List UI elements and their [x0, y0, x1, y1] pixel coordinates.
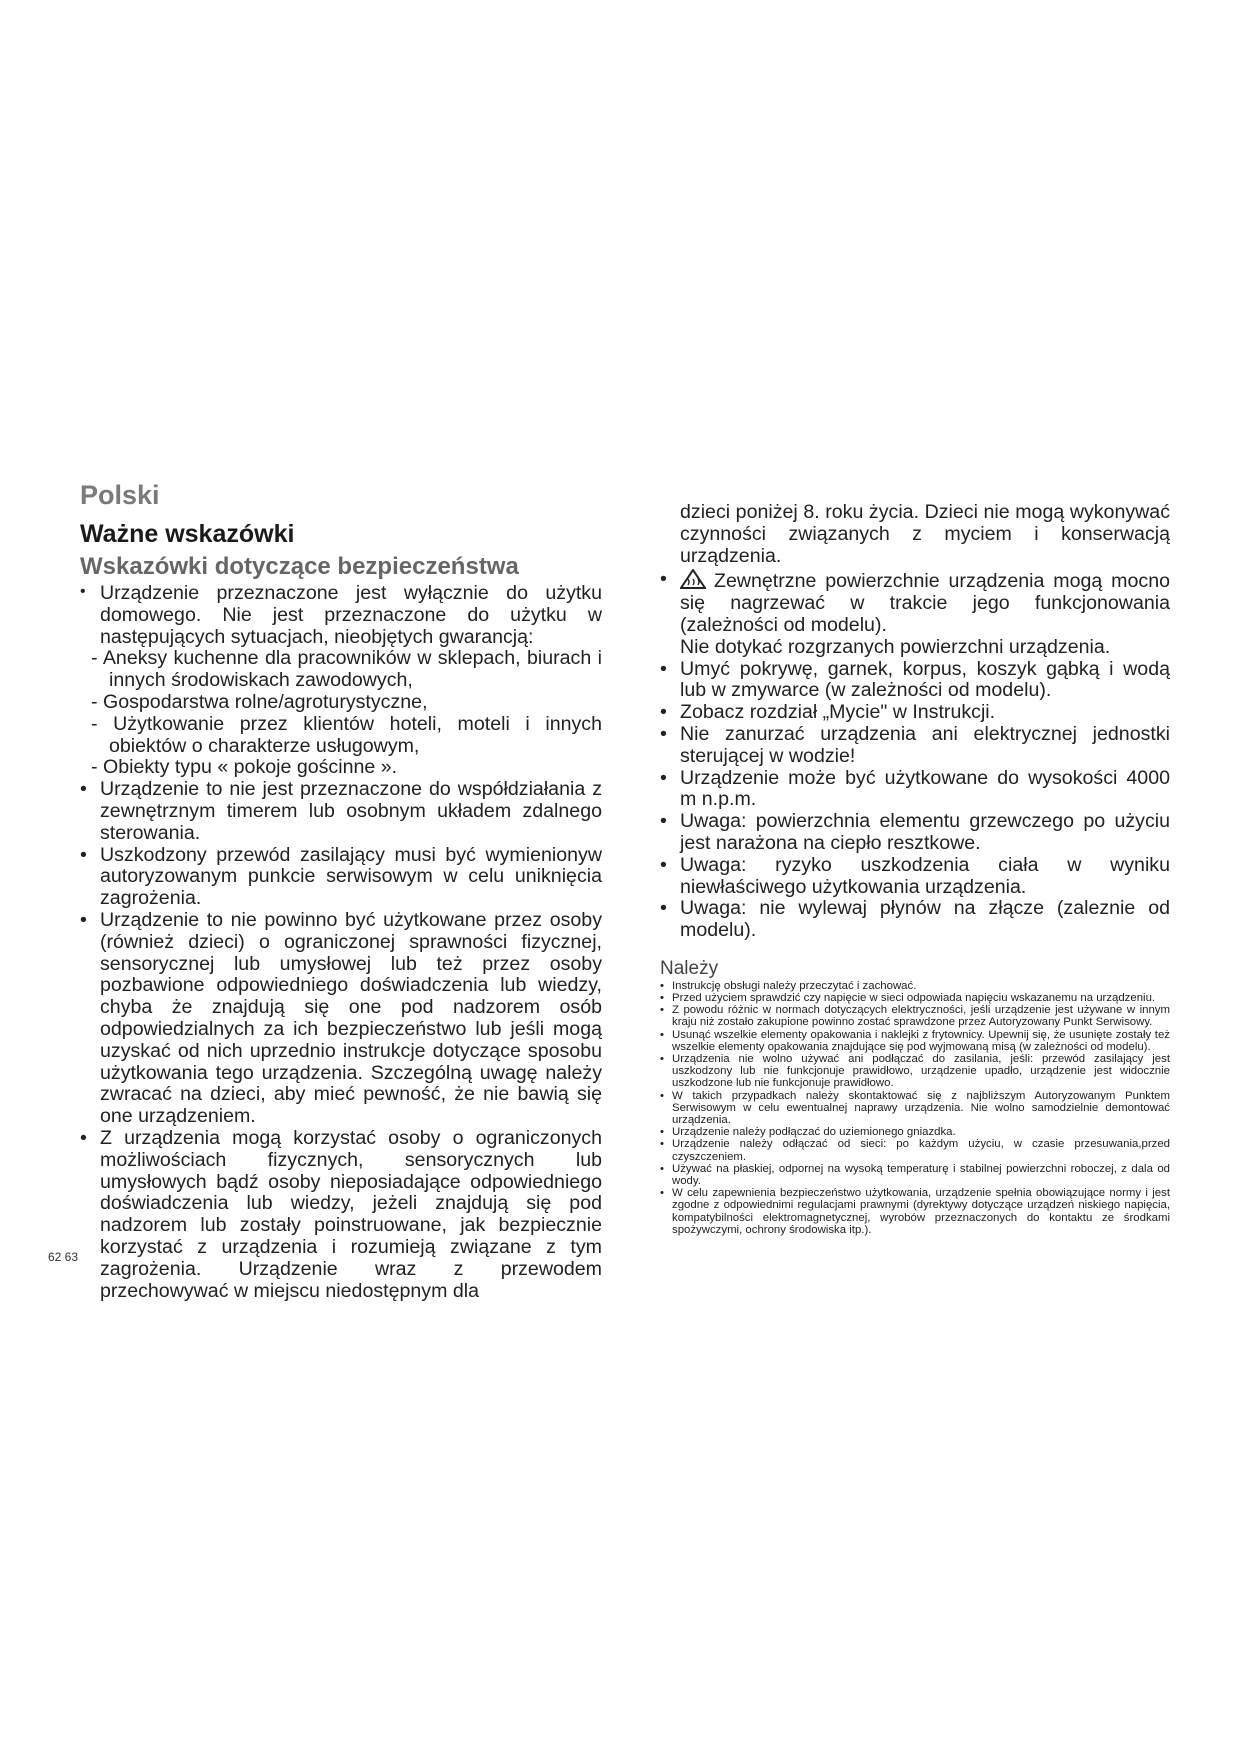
bullet: •: [80, 778, 87, 801]
nalezy-item: [660, 1187, 1170, 1236]
safety-item: [80, 779, 602, 844]
safety-item-text: Z urządzenia mogą korzystać osoby o ograniczonych możliwościach fizycznych, sensorycznych lub umysłowych bądź osoby nieposiadające odpowiedniego doświadczenia lub wiedzy, jeżeli znajdują się pod nadzorem lub zostały poinstruowane, jak bezpiecznie korzystać z urządzenia i rozumieją związane z tym zagrożenia. Urządzenie wraz z przewodem przechowywać w miejscu niedostępnym dla: [100, 1126, 602, 1302]
nalezy-item: [660, 1053, 1170, 1090]
nalezy-item: [660, 1163, 1170, 1187]
bullet: •: [660, 1126, 664, 1139]
bullet: •: [660, 1089, 664, 1102]
hot-surface-warning-icon: [680, 569, 706, 589]
bullet: •: [660, 1028, 664, 1041]
bullet: •: [660, 766, 667, 789]
safety-item-text: Zewnętrzne powierzchnie urządzenia mogą mocno się nagrzewać w trakcie jego funkcjonowania (zależności od modelu).: [680, 570, 1170, 636]
page-title: Ważne wskazówki: [80, 520, 295, 548]
safety-item-text: Uwaga: nie wylewaj płynów na złącze (zaleznie od modelu).: [680, 897, 1170, 942]
bullet: •: [660, 568, 667, 591]
safety-item: [80, 1128, 602, 1302]
exclusion-item: - Obiekty typu « pokoje gościnne ».: [91, 756, 398, 779]
bullet: •: [80, 1126, 87, 1149]
exclusion-list: [80, 648, 602, 779]
bullet: •: [660, 1052, 664, 1065]
exclusion-item: - Użytkowanie przez klientów hoteli, moteli i innych obiektów o charakterze usługowym,: [91, 712, 602, 757]
bullet: •: [660, 722, 667, 745]
safety-item: [80, 910, 602, 1128]
nalezy-item-text: Przed użyciem sprawdzić czy napięcie w sieci odpowiada napięciu wskazanemu na urządzeniu.: [672, 991, 1156, 1004]
safety-item-text: Urządzenie to nie powinno być użytkowane przez osoby (również dzieci) o ograniczonej sprawności fizycznej, sensorycznej lub umysłowej lub też przez osoby pozbawione odpowiedniego doświadczenia lub wiedzy, chyba że znajdują się one pod nadzorem osób odpowiedzialnych za ich bezpieczeństwo lub jeśli mogą uzyskać od nich uprzednio instrukcje dotyczące sposobu użytkowania tego urządzenia. Szczególną uwagę należy zwracać na dzieci, aby mieć pewność, że nie bawią się one urządzeniem.: [100, 908, 602, 1128]
nalezy-item: [660, 1126, 1170, 1138]
nalezy-item-text: Urządzenie należy odłączać od sieci: po każdym użyciu, w czasie przesuwania,przed czyszczeniem.: [672, 1138, 1170, 1163]
section-subtitle: Wskazówki dotyczące bezpieczeństwa: [80, 553, 519, 580]
nalezy-item: [660, 1029, 1170, 1053]
bullet: •: [660, 1138, 664, 1151]
safety-item-text: Zobacz rozdział „Mycie" w Instrukcji.: [680, 701, 996, 724]
safety-item-text: Uwaga: powierzchnia elementu grzewczego po użyciu jest narażona na ciepło resztkowe.: [680, 810, 1170, 854]
bullet: •: [660, 991, 664, 1004]
nalezy-list: [660, 980, 1170, 1236]
continued-text: [660, 502, 1170, 567]
nalezy-item: [660, 1004, 1170, 1028]
bullet: •: [80, 908, 87, 931]
safety-item: [660, 768, 1170, 812]
safety-item-text: Nie dotykać rozgrzanych powierzchni urządzenia.: [680, 635, 1111, 658]
bullet: •: [660, 810, 667, 833]
safety-item: [660, 811, 1170, 855]
bullet: •: [660, 853, 667, 876]
nalezy-item-text: Używać na płaskiej, odpornej na wysoką temperaturę i stabilnej powierzchni roboczej, z dala od wody.: [672, 1162, 1170, 1187]
bullet: •: [80, 843, 87, 866]
nalezy-item: [660, 980, 1170, 992]
safety-item-text: Nie zanurzać urządzenia ani elektrycznej jednostki sterującej w wodzie!: [680, 722, 1170, 767]
nalezy-item-text: Urządzenie należy podłączać do uziemionego gniazdka.: [672, 1126, 956, 1139]
page-numbers: 62 63: [48, 1250, 79, 1264]
bullet: •: [80, 583, 86, 600]
right-column: [660, 502, 1170, 1236]
nalezy-item-text: Instrukcję obsługi należy przeczytać i zachować.: [672, 979, 917, 992]
safety-item-text: Uszkodzony przewód zasilający musi być wymienionyw autoryzowanym punkcie serwisowym w celu uniknięcia zagrożenia.: [100, 843, 602, 910]
nalezy-item-text: Usunąć wszelkie elementy opakowania i naklejki z frytownicy. Upewnij się, że usunięte zostały też wszelkie elementy opakowania znajdujące się pod wyjmowaną misą (w zależności od modelu).: [672, 1028, 1170, 1053]
bullet: •: [660, 657, 667, 680]
safety-item-text: Uwaga: ryzyko uszkodzenia ciała w wyniku niewłaściwego użytkowania urządzenia.: [680, 853, 1170, 898]
safety-item: [660, 659, 1170, 703]
safety-item: [80, 845, 602, 910]
safety-item: [660, 569, 1170, 658]
nalezy-item-text: W celu zapewnienia bezpieczeństwo użytkowania, urządzenie spełnia obowiązujące normy i jest zgodne z odpowiednimi regulacjami prawnymi (dyrektywy dotyczące urządzeń niskiego napięcia, kompatybilności elektromagnetycznej, wyrobów przeznaczonych do kontaktu ze środkami spożywczymi, ochrony środowiska itp.).: [672, 1187, 1170, 1236]
safety-item: [660, 702, 1170, 724]
nalezy-item-text: W takich przypadkach należy skontaktować się z najbliższym Autoryzowanym Punktem Serwisowym w celu ewentualnej naprawy urządzenia. Nie wolno samodzielnie demontować urządzenia.: [672, 1089, 1170, 1126]
exclusion-item: - Gospodarstwa rolne/agroturystyczne,: [91, 690, 428, 713]
safety-item-text: Umyć pokrywę, garnek, korpus, koszyk gąbką i wodą lub w zmywarce (w zależności od modelu).: [680, 657, 1170, 702]
bullet: •: [660, 1162, 664, 1175]
bullet: •: [660, 979, 664, 992]
safety-item: [80, 583, 602, 648]
nalezy-item-text: Urządzenia nie wolno używać ani podłączać do zasilania, jeśli: przewód zasilający jest uszkodzony lub nie funkcjonuje prawidłowo, urządzenie upadło, urządzenie jest widocznie uszkodzone lub nie funkcjonuje prawidłowo.: [672, 1052, 1170, 1090]
bullet: •: [660, 1004, 664, 1017]
bullet: •: [660, 897, 667, 920]
hot-surface-item: [680, 569, 1170, 658]
nalezy-item: [660, 1090, 1170, 1127]
safety-item-text: Urządzenie może być użytkowane do wysokości 4000 m n.p.m.: [680, 766, 1170, 811]
safety-item-text: Urządzenie to nie jest przeznaczone do współdziałania z zewnętrznym timerem lub osobnym układem zdalnego sterowania.: [100, 778, 602, 844]
nalezy-heading: Należy: [660, 957, 719, 979]
safety-item: [660, 898, 1170, 942]
bullet: •: [660, 1187, 664, 1200]
nalezy-item: [660, 992, 1170, 1004]
exclusion-item: - Aneksy kuchenne dla pracowników w sklepach, biurach i innych środowiskach zawodowych,: [91, 647, 602, 692]
bullet: •: [660, 701, 667, 724]
left-column: [80, 583, 602, 1302]
nalezy-item: [660, 1138, 1170, 1162]
nalezy-item-text: Z powodu różnic w normach dotyczących elektryczności, jeśli urządzenie jest używane w innym kraju niż zostało zakupione powinno zostać sprawdzone przez Autoryzowany Punkt Serwisowy.: [672, 1004, 1170, 1029]
safety-item: [660, 855, 1170, 899]
continued-paragraph: dzieci poniżej 8. roku życia. Dzieci nie mogą wykonywać czynności związanych z myciem i konserwacją urządzenia.: [680, 501, 1170, 567]
language-heading: Polski: [80, 480, 160, 510]
safety-item: [660, 724, 1170, 768]
safety-item-text: Urządzenie przeznaczone jest wyłącznie do użytku domowego. Nie jest przeznaczone do użytku w następujących sytuacjach, nieobjętych gwarancją:: [100, 582, 602, 648]
